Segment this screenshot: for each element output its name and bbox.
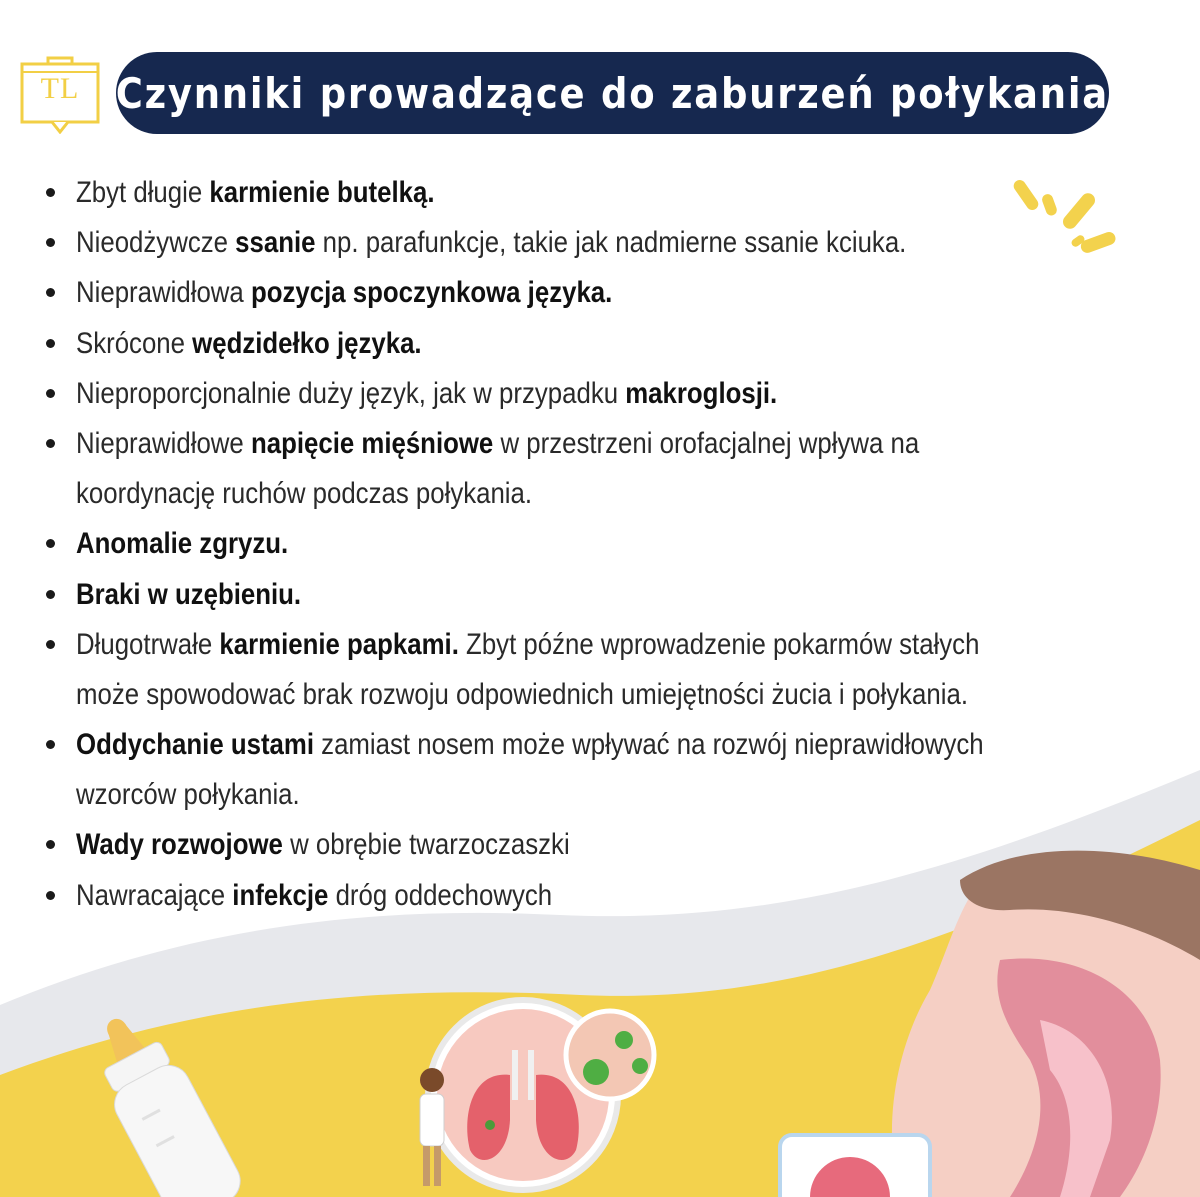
list-item [40,570,1120,620]
bullet-icon [46,439,55,448]
plain-text: Nieprawidłowe [76,426,251,460]
list-item-line [76,670,974,720]
list-item [40,369,1120,419]
list-item [40,871,1120,921]
list-item [40,620,1120,720]
emphasis-text: makroglosji. [625,376,778,410]
plain-text: Nawracające [76,878,233,912]
brand-logo [18,54,102,134]
list-item [40,319,1120,369]
list-item-line [76,469,974,519]
plain-text: koordynację ruchów podczas połykania. [76,477,533,511]
list-item [40,720,1120,820]
causes-list [40,168,1120,921]
bullet-icon [46,238,55,247]
plain-text: Nieproporcjonalnie duży język, jak w przypadku [76,376,626,410]
list-item-line [76,369,974,419]
plain-text: Zbyt późne wprowadzenie pokarmów stałych [458,627,980,661]
emphasis-text: infekcje [232,878,329,912]
list-item-line [76,218,974,268]
list-item-line [76,720,984,770]
list-item [40,519,1120,569]
bullet-icon [46,288,55,297]
emphasis-text: Wady rozwojowe [76,828,283,862]
list-item-line [76,770,974,820]
bullet-icon [46,891,55,900]
list-item-line [76,519,974,569]
bullet-icon [46,188,55,197]
list-item-line [76,268,974,318]
emphasis-text: Anomalie zgryzu. [76,527,289,561]
plain-text: w obrębie twarzoczaszki [282,828,570,862]
plain-text: może spowodować brak rozwoju odpowiednich umiejętności żucia i połykania. [76,677,969,711]
bullet-icon [46,590,55,599]
plain-text: Zbyt długie [76,176,210,209]
emphasis-text: karmienie butelką. [209,176,435,209]
plain-text: zamiast nosem może wpływać na rozwój nieprawidłowych [314,728,984,762]
emphasis-text: napięcie mięśniowe [250,426,494,460]
list-item [40,268,1120,318]
page-title: Czynniki prowadzące do zaburzeń połykania [115,68,1110,118]
list-item-line [76,620,980,670]
logo-text: TL [40,72,80,105]
list-item [40,168,1120,218]
emphasis-text: Oddychanie ustami [76,728,315,762]
plain-text: dróg oddechowych [328,878,553,912]
list-item-line [76,168,974,218]
list-item-line [76,820,974,870]
plain-text: Długotrwałe [76,627,220,661]
emphasis-text: ssanie [235,226,316,260]
doctor-lungs-virus-icon [420,1000,654,1190]
list-item-line [76,319,974,369]
list-item-line [76,570,974,620]
baby-bottle-icon [77,1001,248,1197]
emphasis-text: Braki w uzębieniu. [76,577,302,611]
plain-text: np. parafunkcje, takie jak nadmierne ssanie kciuka. [315,226,907,260]
list-item-line [76,871,974,921]
emphasis-text: pozycja spoczynkowa języka. [250,276,613,310]
plain-text: w przestrzeni orofacjalnej wpływa na [493,426,920,460]
list-item [40,419,1120,519]
list-item [40,820,1120,870]
list-item [40,218,1120,268]
bullet-icon [46,840,55,849]
bullet-icon [46,539,55,548]
bullet-icon [46,389,55,398]
bullet-icon [46,640,55,649]
plain-text: wzorców połykania. [76,778,300,812]
title-banner [116,52,1109,134]
bullet-icon [46,339,55,348]
emphasis-text: wędzidełko języka. [192,326,422,360]
list-item-line [76,419,974,469]
plain-text: Nieprawidłowa [76,276,251,310]
plain-text: Skrócone [76,326,193,360]
plain-text: Nieodżywcze [76,226,236,260]
emphasis-text: karmienie papkami. [219,627,459,661]
bullet-icon [46,740,55,749]
